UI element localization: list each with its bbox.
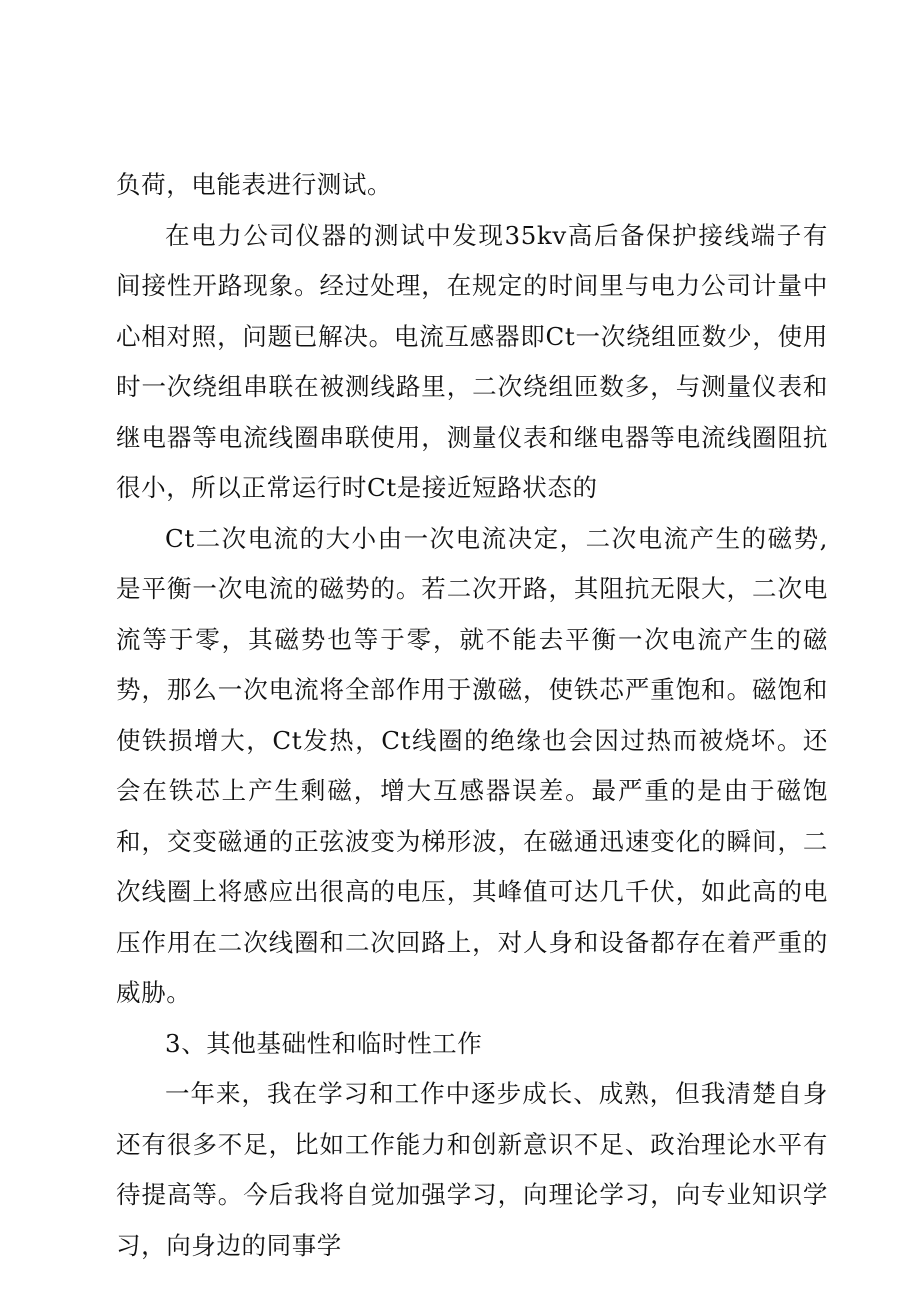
paragraph-self-reflection: 一年来，我在学习和工作中逐步成长、成熟，但我清楚自身还有很多不足，比如工作能力和创新意识不足、政治理论水平有待提高等。今后我将自觉加强学习，向理论学习，向专业知识学习，向身边的同事学 <box>116 1079 828 1260</box>
paragraph-test-finding: 在电力公司仪器的测试中发现35kv高后备保护接线端子有间接性开路现象。经过处理，在规定的时间里与电力公司计量中心相对照，问题已解决。电流互感器即Ct一次绕组匝数少，使用时一次绕组串联在被测线路里，二次绕组匝数多，与测量仪表和继电器等电流线圈串联使用，测量仪表和继电器等电流线圈阻抗很小，所以正常运行时Ct是接近短路状态的 <box>116 220 828 502</box>
paragraph-continuation: 负荷，电能表进行测试。 <box>116 170 393 199</box>
document-body <box>116 160 828 1271</box>
section-heading-other-work: 3、其他基础性和临时性工作 <box>165 1028 483 1058</box>
paragraph-ct-open-circuit: Ct二次电流的大小由一次电流决定，二次电流产生的磁势,是平衡一次电流的磁势的。若二次开路，其阻抗无限大，二次电流等于零，其磁势也等于零，就不能去平衡一次电流产生的磁势，那么一次电流将全部作用于激磁，使铁芯严重饱和。磁饱和使铁损增大，Ct发热，Ct线圈的绝缘也会因过热而被烧坏。还会在铁芯上产生剩磁，增大互感器误差。最严重的是由于磁饱和，交变磁通的正弦波变为梯形波，在磁通迅速变化的瞬间，二次线圈上将感应出很高的电压，其峰值可达几千伏，如此高的电压作用在二次线圈和二次回路上，对人身和设备都存在着严重的威胁。 <box>116 523 828 1007</box>
